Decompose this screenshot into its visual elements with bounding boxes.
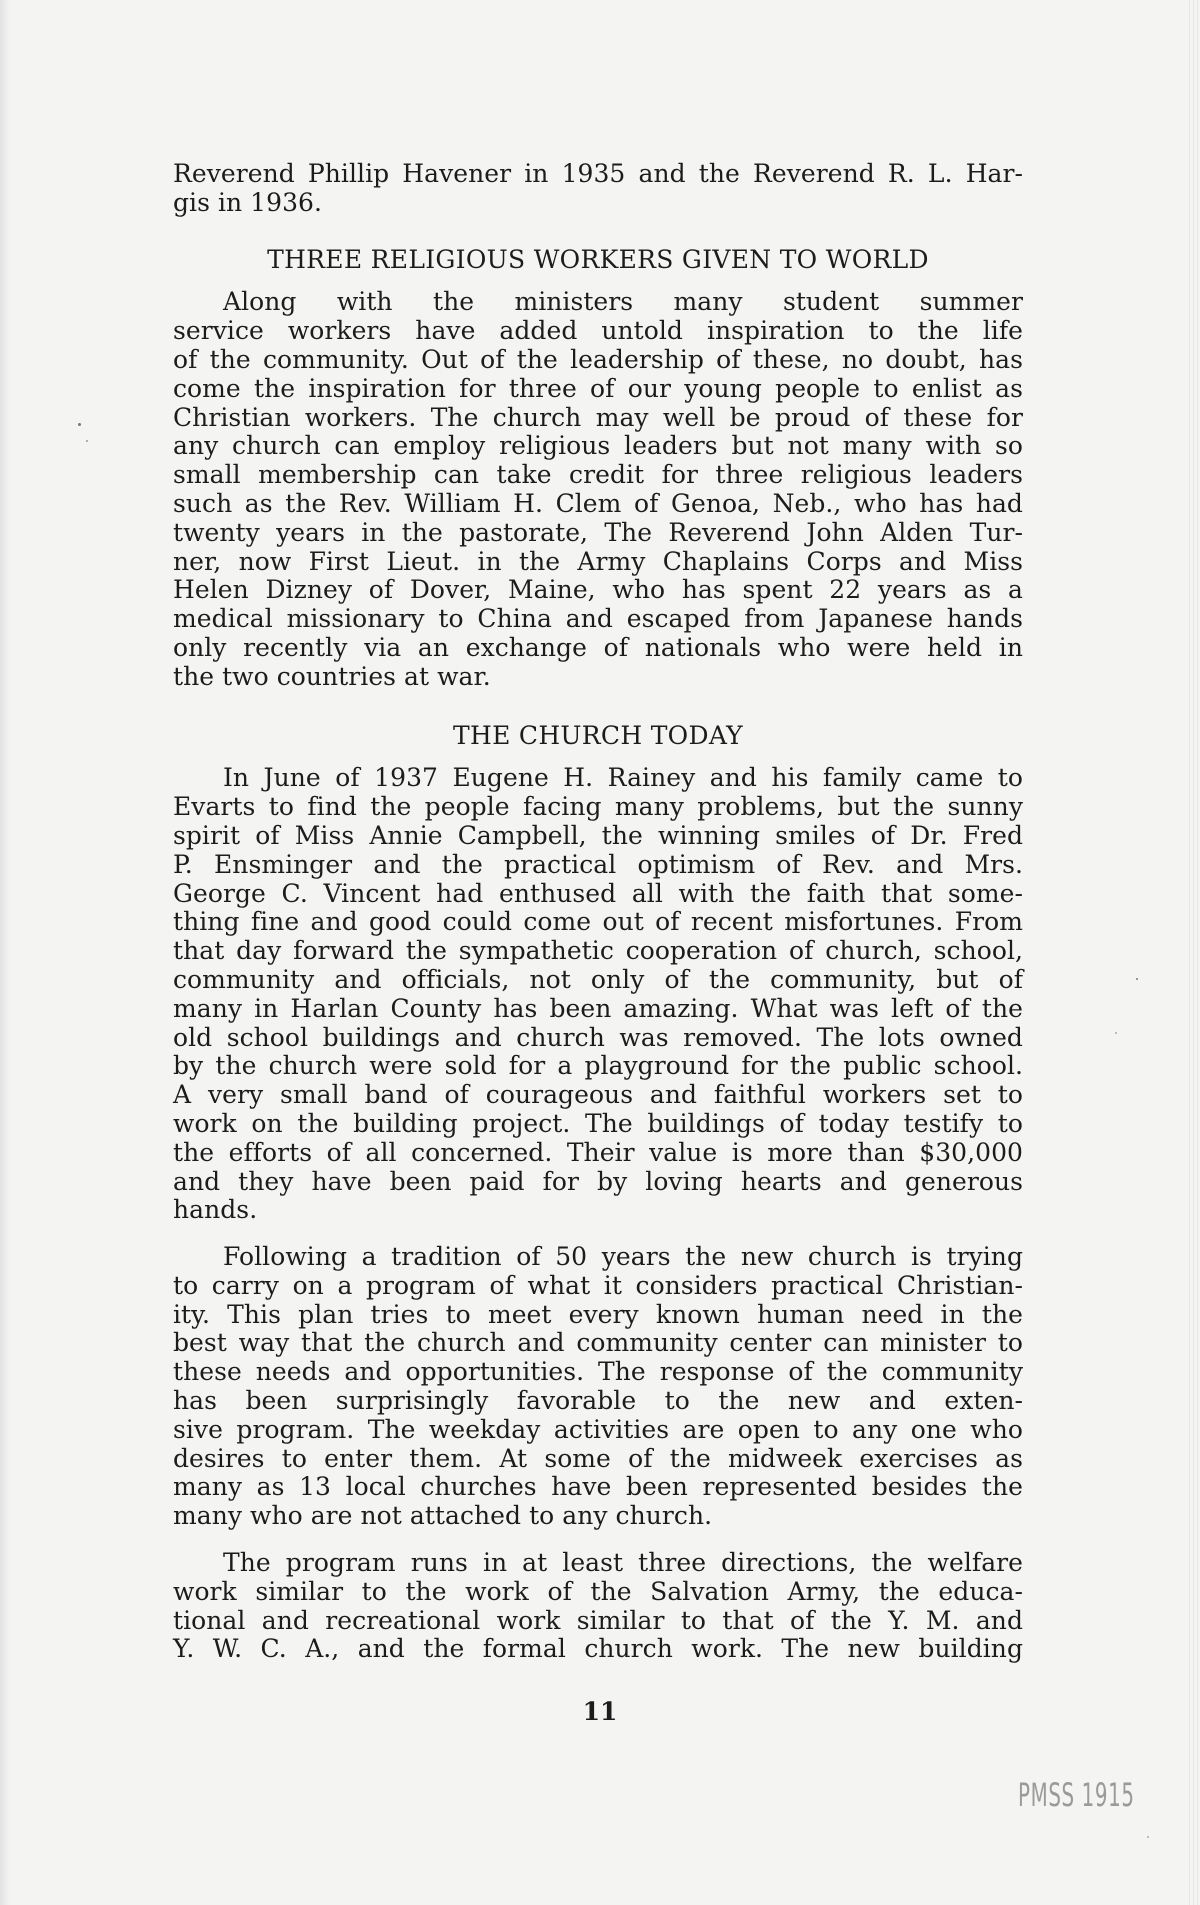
text-line: many as 13 local churches have been represented besides the <box>173 1472 1023 1502</box>
text-line: twenty years in the pastorate, The Reverend John Alden Tur- <box>173 517 1023 547</box>
text-line: old school buildings and church was removed. The lots owned <box>173 1022 1023 1052</box>
text-line: Along with the ministers many student summer <box>223 287 1023 317</box>
text-line: Y. W. C. A., and the formal church work. The new building <box>173 1634 1023 1664</box>
text-line: medical missionary to China and escaped from Japanese hands <box>173 604 1023 634</box>
text-line: ner, now First Lieut. in the Army Chaplains Corps and Miss <box>173 546 1023 576</box>
text-line: work similar to the work of the Salvation Army, the educa- <box>173 1576 1023 1606</box>
page-edge-left <box>0 0 10 1905</box>
scan-speck <box>78 423 81 426</box>
text-line: P. Ensminger and the practical optimism of Rev. and Mrs. <box>173 849 1023 879</box>
scan-speck <box>1136 978 1138 980</box>
text-line: has been surprisingly favorable to the new and exten- <box>173 1386 1023 1416</box>
text-line: such as the Rev. William H. Clem of Genoa, Neb., who has had <box>173 488 1023 518</box>
text-line: and they have been paid for by loving hearts and generous <box>173 1166 1023 1196</box>
text-line: A very small band of courageous and faithful workers set to <box>173 1080 1023 1110</box>
text-line: The program runs in at least three directions, the welfare <box>223 1548 1023 1578</box>
scan-speck <box>1115 1032 1117 1034</box>
text-line: best way that the church and community center can minister to <box>173 1328 1023 1358</box>
paragraph-continuation <box>173 160 1023 218</box>
text-line: George C. Vincent had enthused all with the faith that some- <box>173 878 1023 908</box>
text-line: Reverend Phillip Havener in 1935 and the Reverend R. L. Har- <box>173 159 1023 188</box>
section-heading-three-religious-workers: THREE RELIGIOUS WORKERS GIVEN TO WORLD <box>267 244 929 274</box>
text-line: hands. <box>173 1195 258 1225</box>
text-line: that day forward the sympathetic cooperation of church, school, <box>173 936 1023 966</box>
text-line: thing fine and good could come out of recent misfortunes. From <box>173 907 1023 937</box>
scan-speck <box>1147 1836 1149 1838</box>
text-line: gis in 1936. <box>173 187 322 217</box>
page-edge-right <box>1186 0 1200 1905</box>
text-line: tional and recreational work similar to that of the Y. M. and <box>173 1605 1023 1635</box>
text-line: spirit of Miss Annie Campbell, the winning smiles of Dr. Fred <box>173 820 1023 850</box>
text-line: service workers have added untold inspiration to the life <box>173 316 1023 346</box>
text-line: come the inspiration for three of our young people to enlist as <box>173 373 1023 403</box>
text-line: ity. This plan tries to meet every known human need in the <box>173 1299 1023 1329</box>
text-line: community and officials, not only of the community, but of <box>173 964 1023 994</box>
text-line: Following a tradition of 50 years the new church is trying <box>223 1242 1023 1272</box>
text-line: small membership can take credit for three religious leaders <box>173 460 1023 490</box>
section-heading-church-today: THE CHURCH TODAY <box>453 720 743 750</box>
paragraph-tradition <box>173 1243 1023 1531</box>
text-line: desires to enter them. At some of the midweek exercises as <box>173 1443 1023 1473</box>
text-line: to carry on a program of what it considers practical Christian- <box>173 1270 1023 1300</box>
text-line: the two countries at war. <box>173 661 491 691</box>
archive-watermark: PMSS 1915 <box>1018 1776 1135 1814</box>
text-line: these needs and opportunities. The response of the community <box>173 1357 1023 1387</box>
text-line: many who are not attached to any church. <box>173 1501 713 1531</box>
text-column <box>173 160 1023 1664</box>
text-line: Christian workers. The church may well be proud of these for <box>173 402 1023 432</box>
text-line: In June of 1937 Eugene H. Rainey and his family came to <box>223 763 1023 793</box>
text-line: any church can employ religious leaders but not many with so <box>173 431 1023 461</box>
text-line: only recently via an exchange of nationals who were held in <box>173 632 1023 662</box>
text-line: Helen Dizney of Dover, Maine, who has spent 22 years as a <box>173 575 1023 605</box>
text-line: many in Harlan County has been amazing. What was left of the <box>173 993 1023 1023</box>
paragraph-program <box>173 1549 1023 1664</box>
text-line: of the community. Out of the leadership of these, no doubt, has <box>173 344 1023 374</box>
text-line: Evarts to find the people facing many problems, but the sunny <box>173 792 1023 822</box>
paragraph-religious-workers <box>173 288 1023 691</box>
text-line: sive program. The weekday activities are open to any one who <box>173 1414 1023 1444</box>
text-line: the efforts of all concerned. Their value is more than $30,000 <box>173 1137 1023 1167</box>
scan-speck <box>86 440 88 442</box>
paragraph-church-today <box>173 764 1023 1225</box>
page-number: 11 <box>582 1697 618 1726</box>
text-line: work on the building project. The buildings of today testify to <box>173 1108 1023 1138</box>
text-line: by the church were sold for a playground for the public school. <box>173 1051 1023 1081</box>
